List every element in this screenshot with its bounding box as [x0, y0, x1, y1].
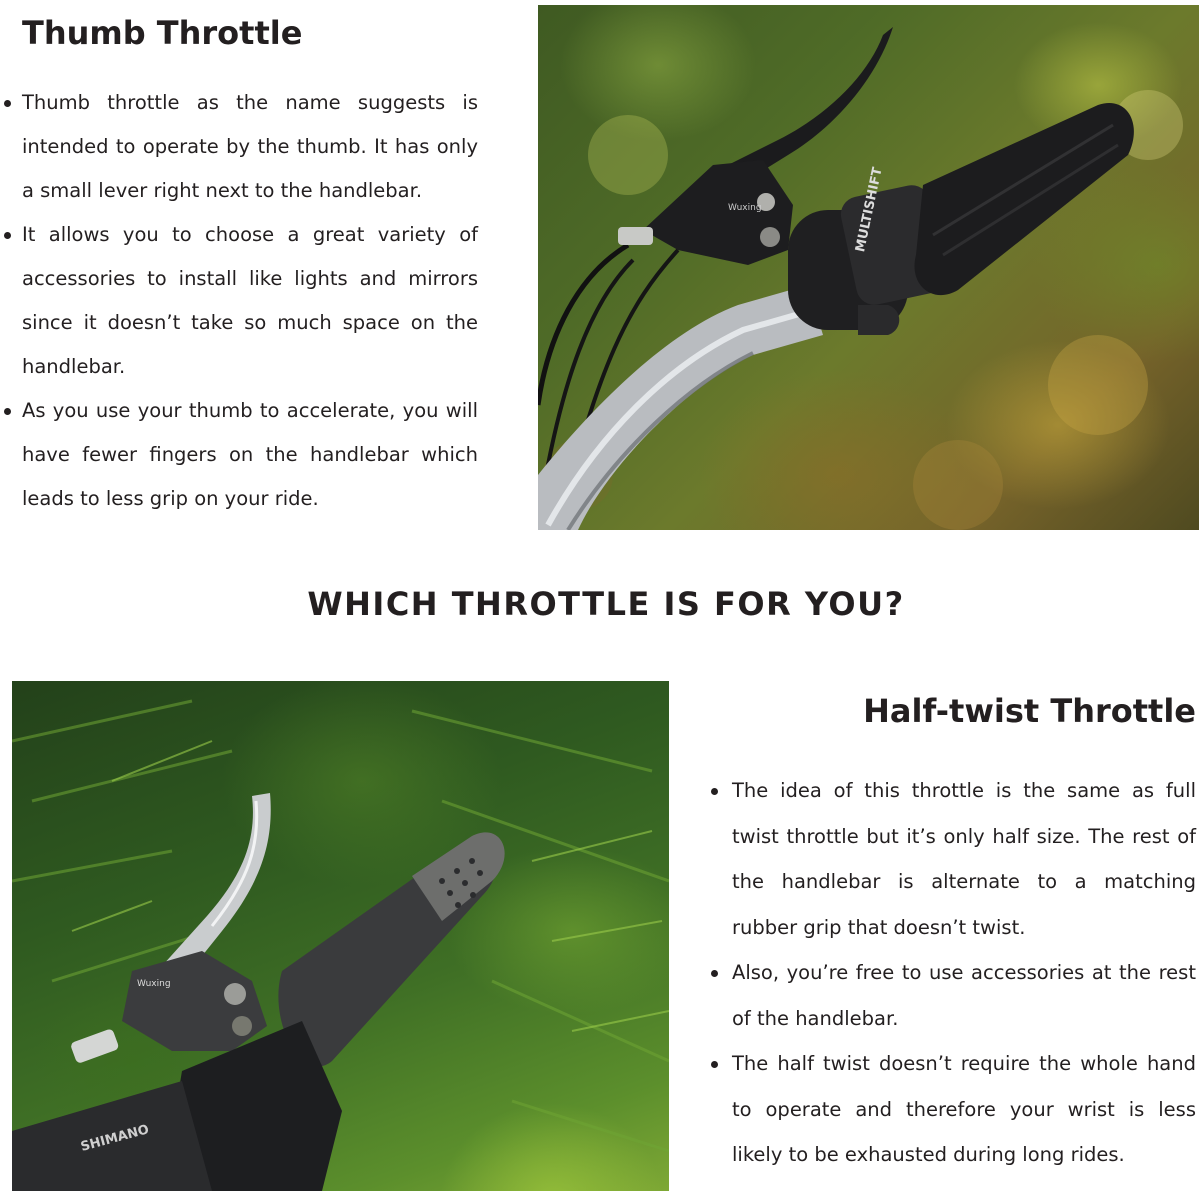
- bullet-icon: [4, 232, 11, 239]
- main-heading: WHICH THROTTLE IS FOR YOU?: [307, 585, 905, 623]
- bullet-text: Thumb throttle as the name suggests is intended to operate by the thumb. It has only a small lever right next to the handlebar.: [22, 91, 478, 202]
- shifter-brand-label: SHIMANO: [79, 1122, 151, 1155]
- bullet-text: Also, you’re free to use accessories at the rest of the handlebar.: [732, 961, 1196, 1030]
- bullet-icon: [711, 1061, 718, 1068]
- bullet-icon: [4, 100, 11, 107]
- half-twist-throttle-photo: [12, 681, 669, 1191]
- bullet-item: [22, 389, 478, 521]
- bullet-icon: [711, 970, 718, 977]
- bullet-text: The half twist doesn’t require the whole hand to operate and therefore your wrist is less likely to be exhausted during long rides.: [732, 1052, 1196, 1166]
- thumb-throttle-bullet-list: [22, 81, 478, 521]
- half-twist-throttle-illustration: [12, 681, 669, 1191]
- bullet-icon: [4, 408, 11, 415]
- bullet-item: [22, 81, 478, 213]
- thumb-throttle-photo: [538, 5, 1199, 530]
- thumb-throttle-illustration: [538, 5, 1199, 530]
- bullet-icon: [711, 788, 718, 795]
- bullet-item: [732, 950, 1196, 1041]
- shifter-label: MULTISHIFT: [853, 165, 886, 254]
- bullet-item: [732, 768, 1196, 950]
- bullet-item: [732, 1041, 1196, 1178]
- bullet-text: It allows you to choose a great variety of accessories to install like lights and mirrors since it doesn’t take so much space on the handlebar.: [22, 223, 478, 378]
- half-twist-throttle-bullet-list: [732, 768, 1196, 1178]
- thumb-throttle-title: Thumb Throttle: [22, 14, 303, 52]
- brake-brand-label: Wuxing: [728, 203, 762, 213]
- half-twist-throttle-title: Half-twist Throttle: [863, 692, 1196, 730]
- bullet-item: [22, 213, 478, 389]
- bullet-text: The idea of this throttle is the same as full twist throttle but it’s only half size. The rest of the handlebar is alternate to a matching rubber grip that doesn’t twist.: [732, 779, 1196, 939]
- bullet-text: As you use your thumb to accelerate, you will have fewer fingers on the handlebar which leads to less grip on your ride.: [22, 399, 478, 510]
- brake-brand-label-2: Wuxing: [137, 979, 171, 989]
